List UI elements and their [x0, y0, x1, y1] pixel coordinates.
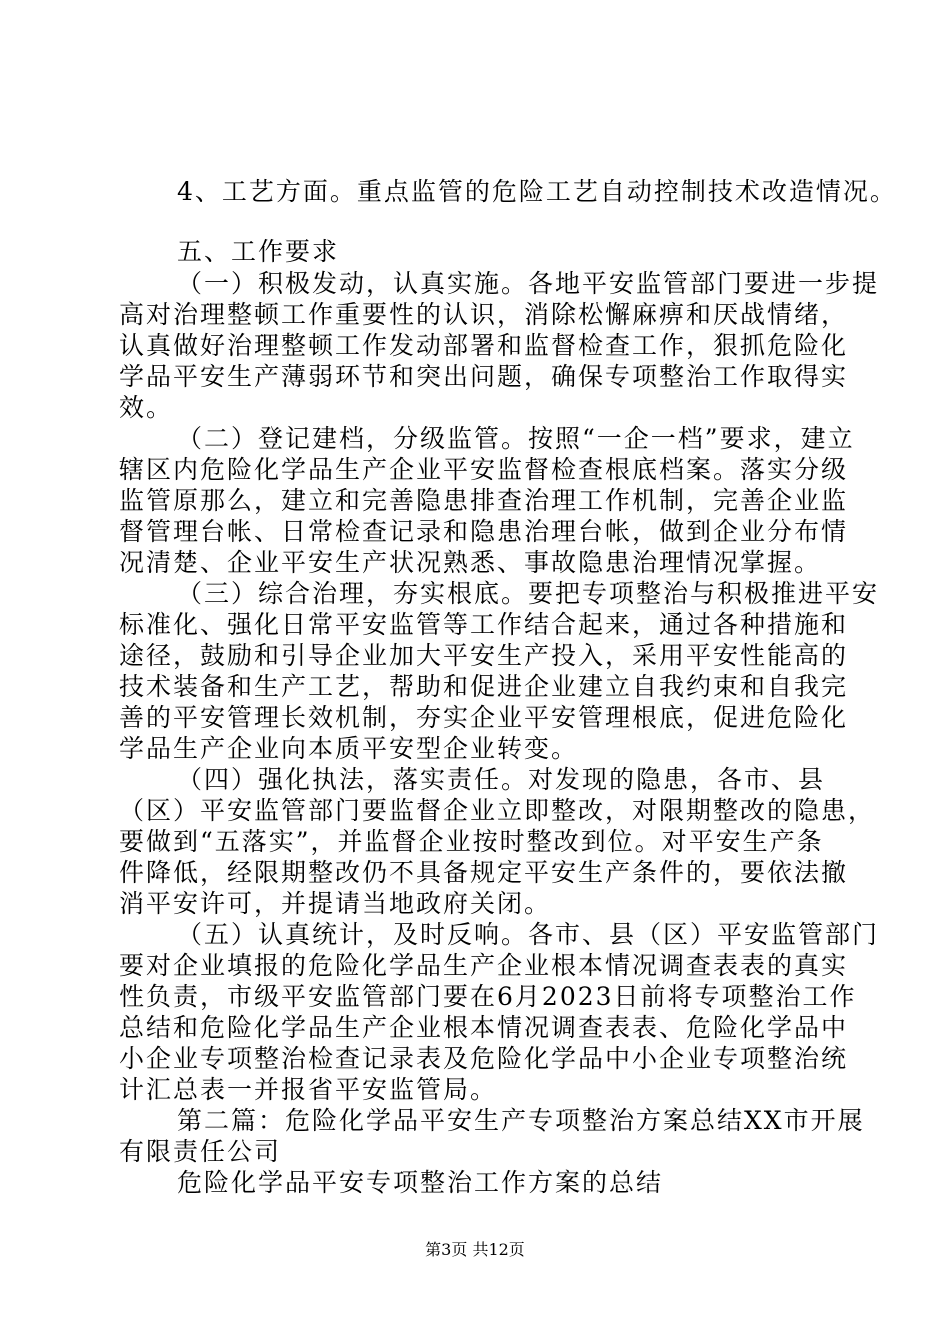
paragraph-line: （一）积极发动，认真实施。各地平安监管部门要进一步提: [177, 269, 880, 298]
paragraph-line: 消平安许可，并提请当地政府关闭。: [119, 889, 552, 918]
paragraph-line: 学品平安生产薄弱环节和突出问题，确保专项整治工作取得实: [119, 362, 849, 391]
paragraph-line: 辖区内危险化学品生产企业平安监督检查根底档案。落实分级: [119, 455, 849, 484]
second-article-title-cont: 有限责任公司: [119, 1137, 282, 1166]
paragraph-line: 件降低，经限期整改仍不具备规定平安生产条件的，要依法撤: [119, 858, 849, 887]
paragraph-line: 效。: [119, 393, 174, 422]
paragraph-line: 途径，鼓励和引导企业加大平安生产投入，采用平安性能高的: [119, 641, 849, 670]
page-number: 第3页 共12页: [425, 1240, 525, 1259]
paragraph-line: （四）强化执法，落实责任。对发现的隐患，各市、县: [177, 765, 826, 794]
paragraph-line: （三）综合治理，夯实根底。要把专项整治与积极推进平安: [177, 579, 880, 608]
paragraph-line: （五）认真统计，及时反响。各市、县（区）平安监管部门: [177, 920, 880, 949]
item-4-line: 4、工艺方面。重点监管的危险工艺自动控制技术改造情况。: [177, 177, 897, 206]
second-article-subtitle: 危险化学品平安专项整治工作方案的总结: [177, 1168, 664, 1197]
paragraph-line: 认真做好治理整顿工作发动部署和监督检查工作，狠抓危险化: [119, 331, 849, 360]
paragraph-line: 小企业专项整治检查记录表及危险化学品中小企业专项整治统: [119, 1044, 849, 1073]
paragraph-line: 高对治理整顿工作重要性的认识，消除松懈麻痹和厌战情绪，: [119, 300, 849, 329]
paragraph-line: 善的平安管理长效机制，夯实企业平安管理根底，促进危险化: [119, 703, 849, 732]
paragraph-line: 性负责，市级平安监管部门要在6月2023日前将专项整治工作: [119, 982, 857, 1011]
second-article-title: 第二篇：危险化学品平安生产专项整治方案总结XX市开展: [177, 1106, 865, 1135]
paragraph-line: 学品生产企业向本质平安型企业转变。: [119, 734, 579, 763]
paragraph-line: 计汇总表一并报省平安监管局。: [119, 1075, 498, 1104]
paragraph-line: 要做到“五落实”，并监督企业按时整改到位。对平安生产条: [119, 827, 824, 856]
paragraph-line: 监管原那么，建立和完善隐患排查治理工作机制，完善企业监: [119, 486, 849, 515]
paragraph-line: 技术装备和生产工艺，帮助和促进企业建立自我约束和自我完: [119, 672, 849, 701]
section-heading: 五、工作要求: [177, 237, 340, 266]
paragraph-line: 督管理台帐、日常检查记录和隐患治理台帐，做到企业分布情: [119, 517, 849, 546]
paragraph-line: 况清楚、企业平安生产状况熟悉、事故隐患治理情况掌握。: [119, 548, 822, 577]
paragraph-line: 要对企业填报的危险化学品生产企业根本情况调查表表的真实: [119, 951, 849, 980]
paragraph-line: （区）平安监管部门要监督企业立即整改，对限期整改的隐患，: [119, 796, 876, 825]
paragraph-line: （二）登记建档，分级监管。按照“一企一档”要求，建立: [177, 424, 855, 453]
paragraph-line: 总结和危险化学品生产企业根本情况调查表表、危险化学品中: [119, 1013, 849, 1042]
paragraph-line: 标准化、强化日常平安监管等工作结合起来，通过各种措施和: [119, 610, 849, 639]
